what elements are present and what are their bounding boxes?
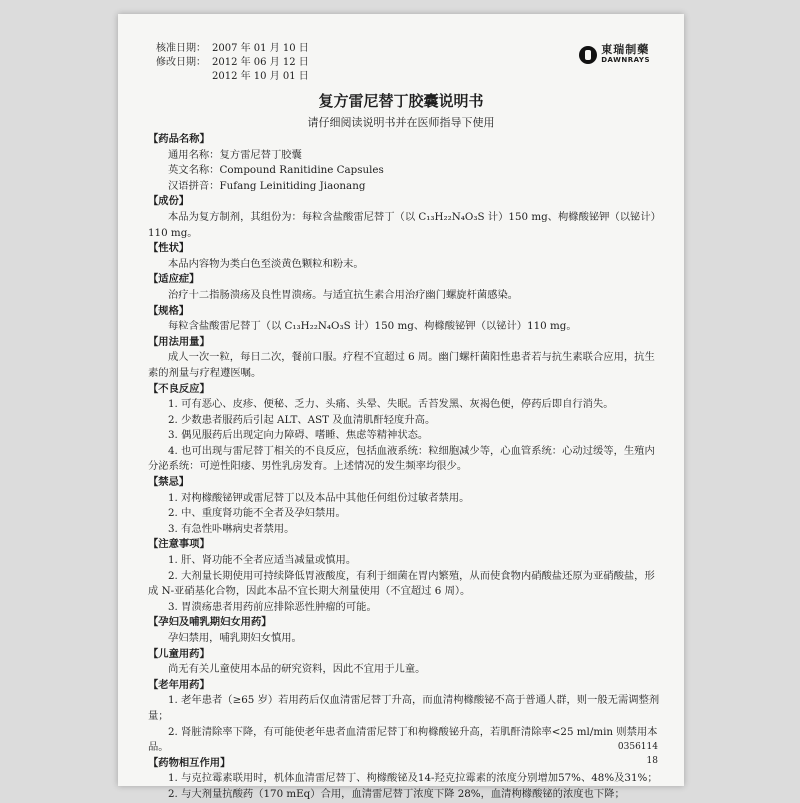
composition-text: 本品为复方制剂，其组份为：每粒含盐酸雷尼替丁（以 C₁₃H₂₂N₄O₃S 计）150 mg、枸橼酸铋钾（以铋计）110 mg。 <box>148 210 661 239</box>
logo-chinese-name: 東瑞制藥 <box>601 43 650 56</box>
section-heading-contraindications: 【禁忌】 <box>148 476 190 489</box>
section-heading-properties: 【性状】 <box>148 242 190 255</box>
revision-date-2: 2012 年 10 月 01 日 <box>212 71 309 82</box>
section-heading-name: 【药品名称】 <box>148 133 210 145</box>
generic-name: 通用名称：复方雷尼替丁胶囊 <box>168 148 302 161</box>
contraindication-item: 3. 有急性卟啉病史者禁用。 <box>168 522 295 535</box>
logo-mark-icon <box>579 46 597 64</box>
adverse-item: 1. 可有恶心、皮疹、便秘、乏力、头痛、头晕、失眠。舌苔发黑、灰褐色便，停药后即自行消失。 <box>168 398 614 411</box>
section-heading-specification: 【规格】 <box>148 304 190 317</box>
pregnancy-text: 孕妇禁用，哺乳期妇女慎用。 <box>168 632 302 644</box>
contraindication-item: 1. 对枸橼酸铋钾或雷尼替丁以及本品中其他任何组份过敏者禁用。 <box>168 491 470 504</box>
approval-date-label: 核准日期： <box>156 43 206 54</box>
elderly-item: 1. 老年患者（≥65 岁）若用药后仅血清雷尼替丁升高，而血清枸橼酸铋不高于普通人群，则一般无需调整剂量； <box>148 694 660 722</box>
print-code: 0356114 <box>617 742 658 752</box>
section-heading-adverse: 【不良反应】 <box>148 382 210 395</box>
section-heading-pregnancy: 【孕妇及哺乳期妇女用药】 <box>148 616 272 629</box>
document-title: 复方雷尼替丁胶囊说明书 <box>318 92 484 110</box>
adverse-item: 2. 少数患者服药后引起 ALT、AST 及血清肌酐轻度升高。 <box>168 413 436 426</box>
contraindication-item: 2. 中、重度肾功能不全者及孕妇禁用。 <box>168 507 346 520</box>
logo-english-name: DAWNRAYS <box>601 56 650 64</box>
adverse-item: 3. 偶见服药后出现定向力障碍、嗜睡、焦虑等精神状态。 <box>168 429 429 442</box>
interaction-item: 1. 与克拉霉素联用时，机体血清雷尼替丁、枸橼酸铋及14-羟克拉霉素的浓度分别增加57%、48%及31%； <box>168 772 658 785</box>
pinyin-name: 汉语拼音：Fufang Leinitiding Jiaonang <box>168 179 366 192</box>
section-heading-interactions: 【药物相互作用】 <box>148 756 231 769</box>
section-heading-composition: 【成份】 <box>148 195 190 208</box>
section-heading-precautions: 【注意事项】 <box>148 538 210 551</box>
precaution-item: 3. 胃溃疡患者用药前应排除恶性肿瘤的可能。 <box>168 600 377 613</box>
company-logo <box>579 44 650 66</box>
section-heading-dosage: 【用法用量】 <box>148 335 210 348</box>
document-subtitle: 请仔细阅读说明书并在医师指导下使用 <box>307 116 495 129</box>
precaution-item: 2. 大剂量长期使用可持续降低胃液酸度，有利于细菌在胃内繁殖，从而使食物内硝酸盐还原为亚硝酸盐，形成 N-亚硝基化合物，因此本品不宜长期大剂量使用（不宜超过 6 周）。 <box>148 569 655 598</box>
elderly-item: 2. 肾脏清除率下降，有可能使老年患者血清雷尼替丁和枸橼酸铋升高，若肌酐清除率<25 ml/min 则禁用本品。 <box>148 725 658 754</box>
interaction-item: 2. 与大剂量抗酸药（170 mEq）合用，血清雷尼替丁浓度下降 28%，血清枸橼酸铋的浓度也下降； <box>168 787 625 800</box>
leaflet-content <box>148 132 662 803</box>
english-name: 英文名称：Compound Ranitidine Capsules <box>168 164 384 177</box>
revision-date-1: 2012 年 06 月 12 日 <box>212 57 309 68</box>
precaution-item: 1. 肝、肾功能不全者应适当减量或慎用。 <box>168 554 357 567</box>
page-number: 18 <box>646 756 658 766</box>
section-heading-elderly: 【老年用药】 <box>148 678 210 691</box>
indications-text: 治疗十二指肠溃疡及良性胃溃疡。与适宜抗生素合用治疗幽门螺旋杆菌感染。 <box>168 288 519 301</box>
dosage-text: 成人一次一粒，每日二次，餐前口服。疗程不宜超过 6 周。幽门螺杆菌阳性患者若与抗生素联合应用，抗生素的剂量与疗程遵医嘱。 <box>148 351 655 379</box>
revision-date-label: 修改日期： <box>156 57 206 68</box>
approval-date: 2007 年 01 月 10 日 <box>212 43 309 54</box>
section-heading-indications: 【适应症】 <box>148 273 200 286</box>
leaflet-page <box>118 14 684 800</box>
specification-text: 每粒含盐酸雷尼替丁（以 C₁₃H₂₂N₄O₃S 计）150 mg、枸橼酸铋钾（以铋计）110 mg。 <box>168 320 577 333</box>
properties-text: 本品内容物为类白色至淡黄色颗粒和粉末。 <box>168 257 364 270</box>
children-text: 尚无有关儿童使用本品的研究资料，因此不宜用于儿童。 <box>168 663 426 676</box>
section-heading-children: 【儿童用药】 <box>148 647 210 660</box>
revision-dates <box>156 42 309 84</box>
adverse-item: 4. 也可出现与雷尼替丁相关的不良反应，包括血液系统：粒细胞减少等，心血管系统：心动过缓等，生殖内分泌系统：可逆性阳痿、男性乳房发育。上述情况的发生频率均很少。 <box>148 444 655 473</box>
